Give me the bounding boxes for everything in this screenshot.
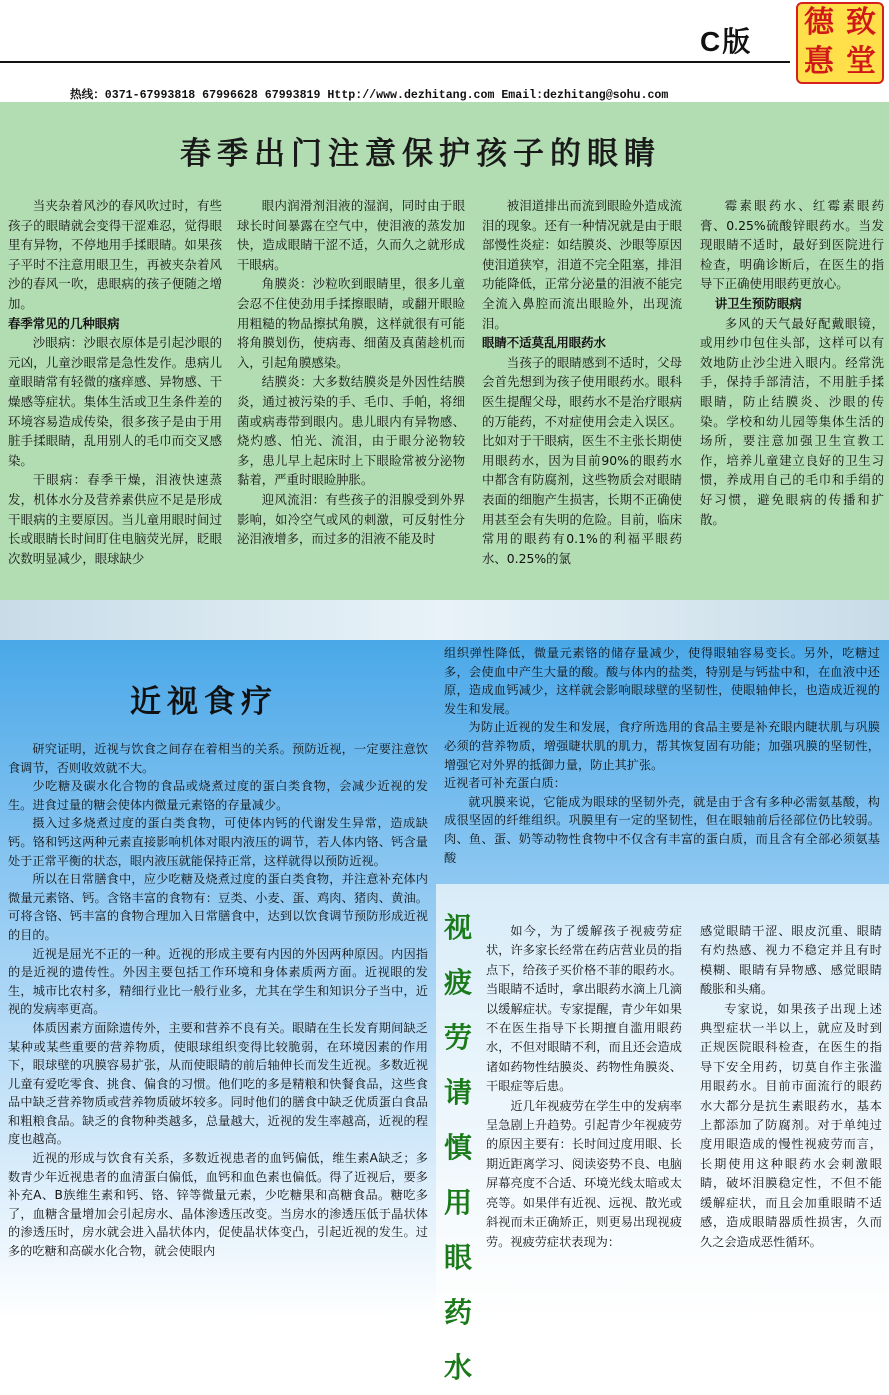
section-heading: 春季常见的几种眼病 (8, 315, 120, 331)
article3-column-2 (700, 922, 882, 1252)
article-eye-protection-title: 春季出门注意保护孩子的眼睛 (180, 136, 661, 172)
paragraph: 研究证明，近视与饮食之间存在着相当的关系。预防近视，一定要注意饮食调节，否则收效就不大。 (8, 742, 428, 775)
article3-column-1 (486, 922, 682, 1252)
paragraph: 近几年视疲劳在学生中的发病率呈急剧上升趋势。引起青少年视疲劳的原因主要有：长时间过度用眼、长期近距离学习、阅读姿势不良、电脑屏幕亮度不合适、环境光线太暗或太亮等。如果伴有近视、远视、散光或斜视而未正确矫正，则更易出现视疲劳。视疲劳症状表现为： (486, 1098, 682, 1249)
paragraph: 角膜炎：沙粒吹到眼睛里，很多儿童会忍不住使劲用手揉擦眼睛，或翻开眼睑用粗糙的物品擦拭角膜，这样就很有可能将角膜划伤，使病毒、细菌及真菌趁机而入，引起角膜感染。 (237, 276, 465, 370)
article1-column-1 (8, 196, 222, 568)
page-header (0, 0, 889, 100)
edition-label: C版 (700, 26, 753, 57)
paragraph: 眼内润滑剂泪液的湿润，同时由于眼球长时间暴露在空气中，使泪液的蒸发加快，造成眼睛干涩不适，久而久之就形成干眼病。 (237, 198, 465, 272)
paragraph: 为防止近视的发生和发展，食疗所选用的食品主要是补充眼内睫状肌与巩膜必须的营养物质，增强睫状肌的肌力，帮其恢复固有功能；加强巩膜的坚韧性，增强它对外界的抵御力量，防止其扩张。 (444, 720, 880, 772)
title-char: 请 (443, 1076, 472, 1109)
article2-left-column (8, 740, 428, 1261)
title-char: 疲 (443, 966, 472, 999)
paragraph: 体质因素方面除遗传外，主要和营养不良有关。眼睛在生长发育期间缺乏某种或某些重要的营养物质，使眼球组织变得比较脆弱，在环境因素的作用下，眼球壁的巩膜容易扩张，从而使眼睛的前后轴伸长而发生近视。多数近视儿童有爱吃零食、挑食、偏食的习惯。他们吃的多是精粮和快餐食品，这些食品中缺乏营养物质或营养物质破坏较多。同时他们的膳食中缺乏优质蛋白食品和粗粮食品。缺乏的食物种类越多，总量越大，近视的发生率越高，近视的程度也越高。 (8, 1020, 428, 1147)
paragraph: 近视的形成与饮食有关系，多数近视患者的血钙偏低，维生素A缺乏；多数青少年近视患者的血清蛋白偏低，血钙和血色素也偏低。得了近视后，要多补充A、B族维生素和钙、铬、锌等微量元素，少吃糖果和高糖食品。糖吃多了，血糖含量增加会引起房水、晶体渗透压改变。当房水的渗透压低于晶状体的渗透压时，房水就会进入晶状体内，促使晶状体变凸，引起近视的发生。过多的吃糖和高碳水化合物，就会使眼内 (8, 1151, 428, 1259)
title-char: 药 (443, 1296, 472, 1329)
paragraph: 干眼病：春季干燥，泪液快速蒸发，机体水分及营养素供应不足是形成干眼病的主要原因。当儿童用眼时间过长或眼睛长时间盯住电脑荧光屏，眨眼次数明显减少，眼球缺少 (8, 472, 222, 566)
section-divider (0, 600, 889, 640)
article-myopia-diet-title: 近视食疗 (130, 684, 278, 720)
paragraph: 近视者可补充蛋白质： (444, 776, 566, 791)
header-rule (0, 61, 790, 63)
logo-char: 堂 (846, 44, 876, 79)
title-char: 用 (443, 1186, 472, 1219)
paragraph: 沙眼病：沙眼衣原体是引起沙眼的元凶，儿童沙眼常是急性发作。患病儿童眼睛常有轻微的瘙痒感、异物感、干燥感等症状。集体生活或卫生条件差的环境容易造成传染，很多孩子是由于用脏手揉眼睛，乱用别人的毛巾而交叉感染。 (8, 335, 222, 468)
logo-char: 德 (804, 5, 834, 40)
article1-column-2 (237, 196, 465, 549)
logo-char: 致 (846, 5, 876, 40)
title-char: 视 (443, 911, 472, 944)
section-heading: 眼睛不适莫乱用眼药水 (482, 335, 606, 351)
paragraph: 近视是屈光不正的一种。近视的形成主要有内因的外因两种原因。内因指的是近视的遗传性。外因主要包括工作环境和身体素质两方面。近视眼的发生，城市比农村多，精细行业比一般行业多，尤其在学生和知识分子当中，近视的发病率更高。 (8, 946, 428, 1017)
article1-column-4 (700, 196, 884, 529)
title-char: 水 (443, 1351, 472, 1384)
paragraph: 当夹杂着风沙的春风吹过时，有些孩子的眼睛就会变得干涩难忍，觉得眼里有异物，不停地用手揉眼睛。如果孩子平时不注意用眼卫生，再被夹杂着风沙的春风一吹，患眼病的孩子便随之增加。 (8, 198, 222, 311)
paragraph: 如今，为了缓解孩子视疲劳症状，许多家长经常在药店营业员的指点下，给孩子买价格不菲的眼药水。当眼睛不适时，拿出眼药水滴上几滴以缓解症状。专家提醒，青少年如果不在医生指导下长期擅自滥用眼药水，不但对眼睛不利，而且还会造成诸如药物性结膜炎、药物性角膜炎、干眼症等后患。 (486, 924, 682, 1094)
title-char: 眼 (443, 1241, 472, 1274)
paragraph: 所以在日常膳食中，应少吃糖及烧煮过度的蛋白类食物，并注意补充体内微量元素铬、钙。含铬丰富的食物有：豆类、小麦、蛋、鸡肉、猪肉、黄油。可将含铬、钙丰富的食物合理加入日常膳食中，达到以饮食调节预防形成近视的目的。 (8, 872, 428, 942)
contact-line: 热线：0371-67993818 67996628 67993819 Http://www.dezhitang.com Email:dezhitang@sohu.com (70, 89, 669, 102)
paragraph: 组织弹性降低，微量元素铬的储存量减少，使得眼轴容易变长。另外，吃糖过多，会使血中产生大量的酸。酸与体内的盐类，特别是与钙盐中和，在血液中还原，造成血钙减少，这样就会影响眼球壁的坚韧性，使眼轴伸长，也造成近视的发生和发展。 (444, 646, 880, 716)
article-eye-drops-title (440, 900, 476, 1395)
paragraph: 专家说，如果孩子出现上述典型症状一半以上，就应及时到正规医院眼科检查，在医生的指导下安全用药，切莫自作主张滥用眼药水。目前市面流行的眼药水大都分是抗生素眼药水，基本上都添加了防腐剂。对于单纯过度用眼造成的慢性视疲劳而言，长期使用这种眼药水会刺激眼睛，破坏泪膜稳定性，不但不能缓解症状，而且会加重眼睛不适感，造成眼睛器质性损害，久而久之会造成恶性循环。 (700, 1001, 882, 1249)
paragraph: 迎风流泪：有些孩子的泪腺受到外界影响，如冷空气或风的刺激，可反射性分泌泪液增多，而过多的泪液不能及时 (237, 491, 465, 547)
brand-logo (796, 2, 884, 84)
paragraph: 摄入过多烧煮过度的蛋白类食物，可使体内钙的代谢发生异常，造成缺钙。铬和钙这两种元素直接影响机体对眼内液压的调节，若人体内铬、钙含量处于正常平衡的状态，眼内液压就能保持正常，这样就得以预防近视。 (8, 816, 428, 868)
title-char: 慎 (443, 1131, 472, 1164)
article2-right-column (444, 644, 880, 867)
title-char: 劳 (443, 1021, 472, 1054)
paragraph: 少吃糖及碳水化合物的食品或烧煮过度的蛋白类食物，会减少近视的发生。进食过量的糖会使体内微量元素铬的存量减少。 (8, 779, 428, 812)
paragraph: 就巩膜来说，它能成为眼球的坚韧外壳，就是由于含有多种必需氨基酸，构成很坚固的纤维组织。巩膜里有一定的坚韧性，但在眼轴前后径部位仍比较弱。肉、鱼、蛋、奶等动物性食物中不仅含有丰富的蛋白质，而且含有全部必须氨基酸 (444, 794, 880, 865)
paragraph: 被泪道排出而流到眼睑外造成流泪的现象。还有一种情况就是由于眼部慢性炎症：如结膜炎、沙眼等原因使泪道狭窄，泪道不完全阻塞，排泪功能降低，正常分泌量的泪液不能完全流入鼻腔而流出眼睑外，出现流泪。 (482, 198, 682, 331)
paragraph: 结膜炎：大多数结膜炎是外因性结膜炎，通过被污染的手、毛巾、手帕，将细菌或病毒带到眼内。患儿眼内有异物感、烧灼感、怕光、流泪，由于眼分泌物较多，患儿早上起床时上下眼睑常被分泌物黏着，严重时眼睑肿胀。 (237, 374, 465, 488)
section-heading: 讲卫生预防眼病 (714, 295, 802, 311)
paragraph: 当孩子的眼睛感到不适时，父母会首先想到为孩子使用眼药水。眼科医生提醒父母，眼药水不是治疗眼病的万能药，不对症使用会走入误区。比如对于干眼病，医生不主张长期使用眼药水，因为目前90%的眼药水中都含有防腐剂，这些物质会对眼睛表面的细胞产生损害，长期不正确使用甚至会有失明的危险。目前，临床常用的眼药有0.1%的利福平眼药水、0.25%的氯 (482, 354, 682, 566)
paragraph: 感觉眼睛干涩、眼皮沉重、眼睛有灼热感、视力不稳定并且有时模糊、眼睛有异物感、感觉眼睛酸胀和头痛。 (700, 924, 882, 997)
paragraph: 霉素眼药水、红霉素眼药膏、0.25%硫酸锌眼药水。当发现眼睛不适时，最好到医院进行检查，明确诊断后，在医生的指导下正确使用眼药更放心。 (700, 198, 884, 292)
paragraph: 多风的天气最好配戴眼镜，或用纱巾包住头部，这样可以有效地防止沙尘进入眼内。经常洗手，保持手部清洁，不用脏手揉眼睛，防止结膜炎、沙眼的传染。学校和幼儿园等集体生活的场所，要注意加强卫生宣教工作，培养儿童建立良好的卫生习惯，养成用自己的毛巾和手绢的好习惯，避免眼病的传播和扩散。 (700, 315, 884, 527)
article1-column-3 (482, 196, 682, 568)
logo-char: 惪 (804, 44, 834, 79)
